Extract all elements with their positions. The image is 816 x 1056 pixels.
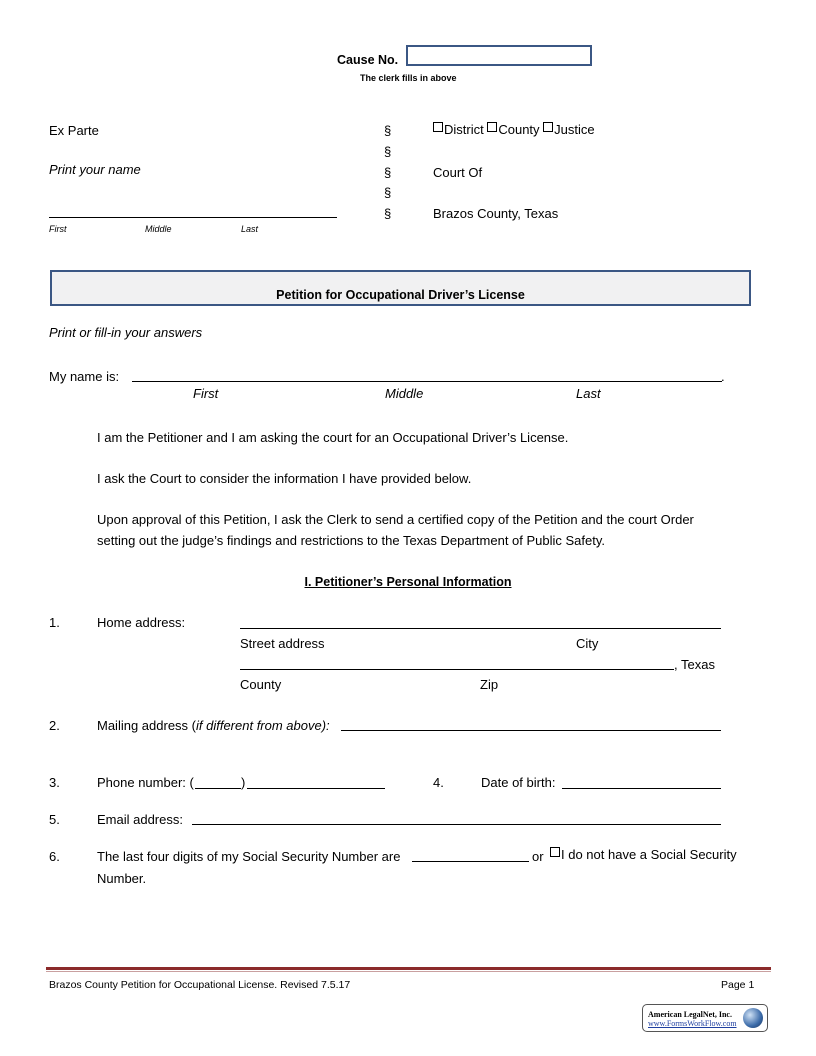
section-symbol: § (384, 123, 392, 138)
no-ssn-label: I do not have a Social Security (561, 847, 737, 862)
item-number: 1. (49, 615, 60, 630)
home-address-label: Home address: (97, 615, 186, 630)
county-label: County (240, 677, 282, 692)
logo-url: www.FormsWorkFlow.com (648, 1019, 737, 1028)
paragraph-petitioner: I am the Petitioner and I am asking the court for an Occupational Driver’s License. (97, 430, 569, 445)
county-label: County (498, 122, 540, 137)
americanlegalnet-logo[interactable] (642, 1004, 768, 1032)
mailing-address-label (97, 718, 330, 733)
ssn-or: or (532, 849, 544, 864)
my-name-middle-label: Middle (385, 386, 424, 401)
city-label: City (576, 636, 599, 651)
instructions: Print or fill-in your answers (49, 325, 203, 340)
email-line[interactable] (192, 824, 721, 825)
street-address-label: Street address (240, 636, 325, 651)
section-symbol: § (384, 144, 392, 159)
home-county-line[interactable] (240, 669, 674, 670)
cause-number-field[interactable] (406, 45, 592, 66)
item-number: 3. (49, 775, 60, 790)
paragraph-approval-line1: Upon approval of this Petition, I ask the Clerk to send a certified copy of the Petition and the court Order (97, 512, 694, 527)
no-ssn-checkbox[interactable] (550, 847, 560, 857)
phone-number-line[interactable] (247, 788, 385, 789)
justice-checkbox[interactable] (543, 122, 553, 132)
zip-label: Zip (480, 677, 499, 692)
no-ssn-option (550, 847, 737, 862)
my-name-period: . (721, 369, 725, 384)
my-name-first-label: First (193, 386, 219, 401)
document-title: Petition for Occupational Driver’s License (276, 288, 525, 302)
phone-close-paren: ) (241, 775, 246, 790)
dob-label: Date of birth: (481, 775, 556, 790)
paragraph-approval-line2: setting out the judge’s findings and restrictions to the Texas Department of Public Safety. (97, 533, 606, 548)
ex-parte-label: Ex Parte (49, 123, 99, 138)
footer-rule (46, 967, 771, 970)
item-number: 2. (49, 718, 60, 733)
section-symbol: § (384, 185, 392, 200)
district-label: District (444, 122, 484, 137)
my-name-label: My name is: (49, 369, 120, 384)
footer-rule-thin (46, 971, 771, 972)
county-checkbox[interactable] (487, 122, 497, 132)
section-symbol: § (384, 206, 392, 221)
phone-area-code-line[interactable] (195, 788, 241, 789)
phone-label: Phone number: ( (97, 775, 194, 790)
cause-number-label: Cause No. (337, 53, 399, 67)
justice-label: Justice (554, 122, 595, 137)
email-label: Email address: (97, 812, 183, 827)
my-name-line[interactable] (132, 381, 722, 382)
paragraph-consider: I ask the Court to consider the information I have provided below. (97, 471, 472, 486)
my-name-last-label: Last (576, 386, 601, 401)
caption-name-line[interactable] (49, 217, 337, 218)
globe-icon (743, 1008, 763, 1028)
item-number: 4. (433, 775, 444, 790)
mailing-address-text: Mailing address ( (97, 718, 196, 733)
print-name-label: Print your name (49, 162, 141, 177)
title-box (50, 270, 751, 306)
ssn-line[interactable] (412, 861, 529, 862)
caption-first-label: First (49, 224, 67, 234)
court-type-options (433, 122, 595, 137)
item-number: 5. (49, 812, 60, 827)
logo-company: American LegalNet, Inc. (648, 1010, 732, 1019)
district-checkbox[interactable] (433, 122, 443, 132)
court-county-label: Brazos County, Texas (433, 206, 559, 221)
home-street-line[interactable] (240, 628, 721, 629)
caption-last-label: Last (241, 224, 259, 234)
mailing-address-line[interactable] (341, 730, 721, 731)
texas-label: , Texas (674, 657, 715, 672)
court-of-label: Court Of (433, 165, 483, 180)
section-heading: I. Petitioner’s Personal Information (304, 575, 512, 589)
mailing-address-note: if different from above): (196, 718, 330, 733)
ssn-label-cont: Number. (97, 871, 147, 886)
section-symbol: § (384, 165, 392, 180)
page-number: Page 1 (721, 979, 755, 991)
footer-text: Brazos County Petition for Occupational License. Revised 7.5.17 (49, 979, 351, 991)
ssn-label: The last four digits of my Social Security Number are (97, 849, 401, 864)
dob-line[interactable] (562, 788, 721, 789)
item-number: 6. (49, 849, 60, 864)
clerk-note: The clerk fills in above (360, 73, 457, 83)
caption-middle-label: Middle (145, 224, 172, 234)
